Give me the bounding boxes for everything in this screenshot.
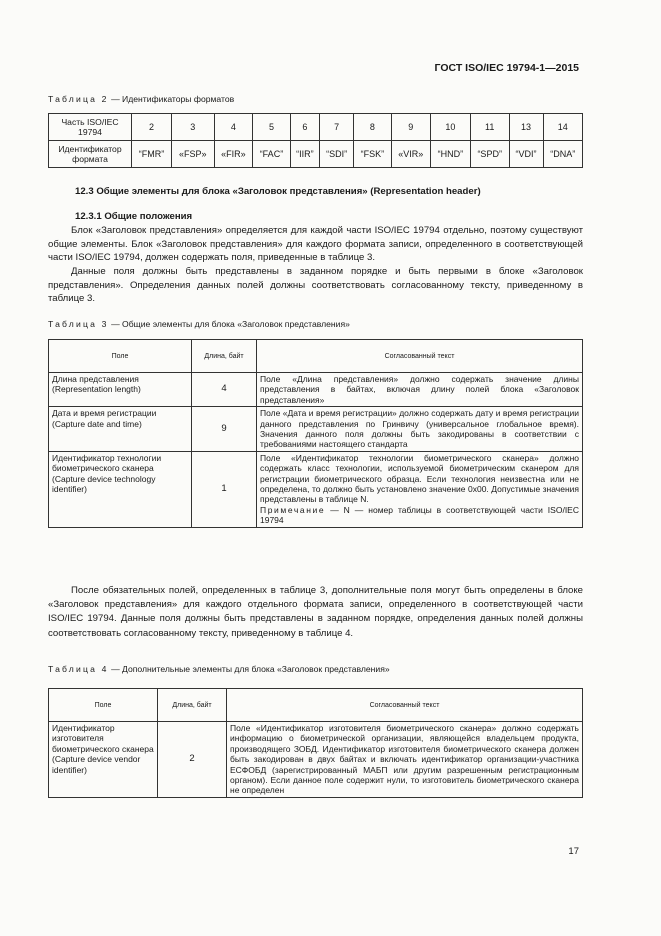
field-text: Поле «Длина представления» должно содержать значение длины представления в байтах, включая длину полей блока «Заголовок представления» <box>257 373 583 407</box>
table-row <box>49 373 583 407</box>
format-id-cell: “SDI” <box>320 141 354 168</box>
format-id-cell: “DNA” <box>543 141 582 168</box>
part-number-cell: 5 <box>253 114 290 141</box>
field-name: Дата и время регистрации (Capture date and time) <box>49 407 192 452</box>
format-id-cell: «VIR» <box>391 141 430 168</box>
field-text-cell <box>257 451 583 527</box>
section-12-3-title: 12.3 Общие элементы для блока «Заголовок представления» (Representation header) <box>75 186 481 197</box>
common-elements-table <box>48 339 583 528</box>
part-number-cell: 11 <box>470 114 509 141</box>
table-row <box>49 451 583 527</box>
field-name: Длина представления (Representation length) <box>49 373 192 407</box>
paragraph: Блок «Заголовок представления» определяется для каждой части ISO/IEC 19794 отдельно, поэтому существуют общие элементы. Блок «Заголовок представления» для каждого формата записи, определенного в соответствующей части ISO/IEC 19794, должен содержать поля, приведенные в таблице 3. <box>48 225 583 264</box>
column-header: Согласованный текст <box>257 340 583 373</box>
standard-header: ГОСТ ISO/IEC 19794-1—2015 <box>434 62 579 74</box>
field-length: 4 <box>192 373 257 407</box>
column-header: Поле <box>49 689 158 722</box>
part-number-cell: 13 <box>509 114 543 141</box>
table2-row-label: Идентификатор формата <box>49 141 132 168</box>
paragraph: После обязательных полей, определенных в таблице 3, дополнительные поля могут быть определены в блоке «Заголовок представления» для каждого отдельного формата записи, определенного в соответствующей части ISO/IEC 19794. Данные поля должны быть представлены в заданном порядке, определения данных полей должны соответствовать согласованному тексту, приведенному в таблице 4. <box>48 585 583 639</box>
format-id-cell: “HND” <box>430 141 470 168</box>
table-row <box>49 407 583 452</box>
column-header: Поле <box>49 340 192 373</box>
table-row <box>49 722 583 798</box>
format-id-cell: «FSP» <box>171 141 214 168</box>
table3-caption: Таблица 3 — Общие элементы для блока «Заголовок представления» <box>48 319 350 329</box>
table2-row-label: Часть ISO/IEC 19794 <box>49 114 132 141</box>
part-number-cell: 9 <box>391 114 430 141</box>
field-name: Идентификатор технологии биометрического сканера (Capture device technology identifier) <box>49 451 192 527</box>
format-id-cell: «FIR» <box>214 141 253 168</box>
field-length: 9 <box>192 407 257 452</box>
column-header: Согласованный текст <box>227 689 583 722</box>
part-number-cell: 10 <box>430 114 470 141</box>
part-number-cell: 6 <box>290 114 319 141</box>
table2-caption: Таблица 2 — Идентификаторы форматов <box>48 94 235 104</box>
field-name: Идентификатор изготовителя биометрического сканера (Capture device vendor identifier) <box>49 722 158 798</box>
part-number-cell: 4 <box>214 114 253 141</box>
format-id-cell: “SPD” <box>470 141 509 168</box>
part-number-cell: 8 <box>354 114 391 141</box>
part-number-cell: 7 <box>320 114 354 141</box>
field-length: 2 <box>158 722 227 798</box>
part-number-cell: 3 <box>171 114 214 141</box>
table-note: Примечание — N — номер таблицы в соответствующей части ISO/IEC 19794 <box>260 504 579 526</box>
format-id-cell: “IIR” <box>290 141 319 168</box>
field-text: Поле «Дата и время регистрации» должно содержать дату и время регистрации данного представления по Гринвичу (универсальное глобальное время). Значения данного поля должны быть закодированы в соответствии с требованиями настоящего стандарта <box>257 407 583 452</box>
paragraph: Данные поля должны быть представлены в заданном порядке и быть первыми в блоке «Заголовок представления». Определения данных полей должны соответствовать согласованному тексту, приведенному в таблице 3. <box>48 266 583 305</box>
additional-elements-table <box>48 688 583 798</box>
format-id-cell: “VDI” <box>509 141 543 168</box>
part-number-cell: 14 <box>543 114 582 141</box>
page-number: 17 <box>568 846 579 857</box>
column-header: Длина, байт <box>158 689 227 722</box>
field-text: Поле «Идентификатор технологии биометрического сканера» должно содержать класс технологии, используемой биометрическим сканером для регистрации биометрического образца. Если технология неизвестна или не определена, то должно быть установлено значение 0x00. Допустимые значения представлены в таблице N. <box>260 452 579 505</box>
part-number-cell: 2 <box>132 114 172 141</box>
format-id-cell: “FMR” <box>132 141 172 168</box>
field-text: Поле «Идентификатор изготовителя биометрического сканера» должно содержать информацию о биометрической организации, являющейся владельцем продукта, производящего ЗОБД. Идентификатор изготовителя биометрического сканера должен быть закодирован в двух байтах и включать идентификатор организации-участника ЕСФОБД (зарегистрированный МАБП или другим разрешенным регистрационным органом). Если данное поле содержит нули, то изготовитель биометрического сканера не определен <box>227 722 583 798</box>
format-id-cell: “FSK” <box>354 141 391 168</box>
table4-caption: Таблица 4 — Дополнительные элементы для блока «Заголовок представления» <box>48 664 390 674</box>
formats-table <box>48 113 583 168</box>
section-12-3-1-title: 12.3.1 Общие положения <box>75 211 193 222</box>
column-header: Длина, байт <box>192 340 257 373</box>
field-length: 1 <box>192 451 257 527</box>
format-id-cell: “FAC” <box>253 141 290 168</box>
